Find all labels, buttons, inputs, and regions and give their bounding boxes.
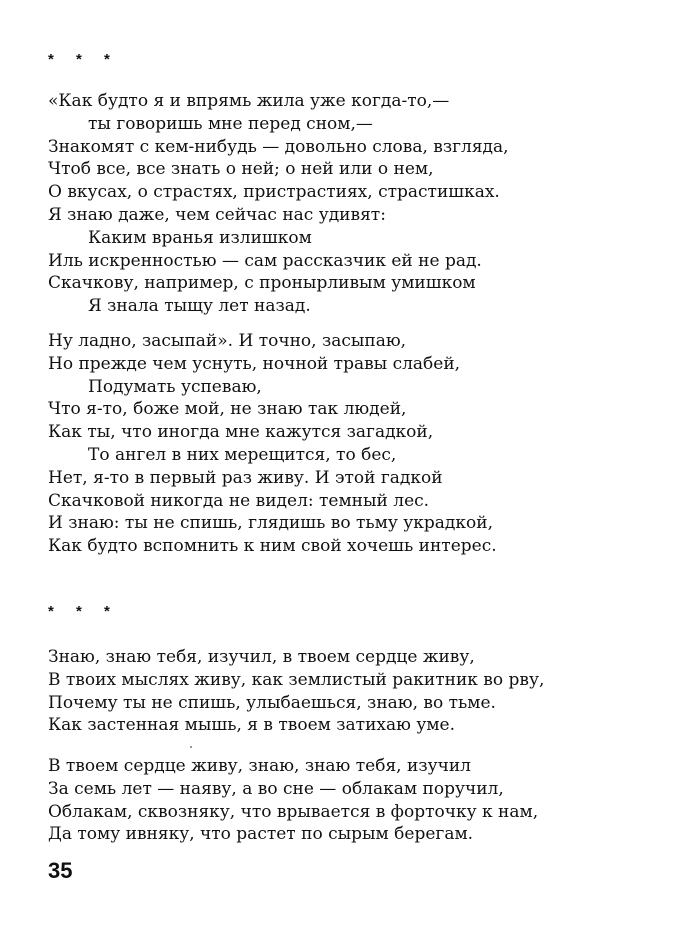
poem-line: Нет, я-то в первый раз живу. И этой гадкой bbox=[48, 467, 443, 488]
poem-line: В твоем сердце живу, знаю, знаю тебя, изучил bbox=[48, 756, 471, 776]
poem-line: Скачковой никогда не видел: темный лес. bbox=[48, 490, 430, 511]
poem-line: Как застенная мышь, я в твоем затихаю уме. bbox=[48, 715, 456, 736]
poem-line: Каким вранья излишком bbox=[88, 227, 312, 248]
poem-line: Чтоб все, все знать о ней; о ней или о нем, bbox=[48, 159, 434, 180]
poem-line: За семь лет — наяву, а во сне — облакам поручил, bbox=[48, 778, 504, 799]
poem-line: Что я-то, боже мой, не знаю так людей, bbox=[48, 399, 407, 420]
poem-line: Облакам, сквозняку, что врывается в форточку к нам, bbox=[48, 801, 539, 822]
poem-line: Я знаю даже, чем сейчас нас удивят: bbox=[48, 204, 386, 225]
poem-line: То ангел в них мерещится, то бес, bbox=[88, 444, 397, 465]
poem-line: Скачкову, например, с пронырливым умишком bbox=[48, 273, 476, 294]
poem-line: Как будто вспомнить к ним свой хочешь интерес. bbox=[48, 536, 497, 557]
poem2-stanza1 bbox=[48, 646, 648, 737]
poem-separator-2: * * * bbox=[48, 603, 119, 620]
poem-line: Подумать успеваю, bbox=[88, 376, 262, 397]
poem-line: «Как будто я и впрямь жила уже когда-то,— bbox=[48, 91, 450, 111]
poem2-stanza2 bbox=[48, 755, 648, 846]
poem-line: Иль искренностью — сам рассказчик ей не рад. bbox=[48, 250, 482, 271]
poem-line: Знакомят с кем-нибудь — довольно слова, взгляда, bbox=[48, 136, 509, 157]
poem-line: Как ты, что иногда мне кажутся загадкой, bbox=[48, 422, 434, 443]
poem-line: Почему ты не спишь, улыбаешься, знаю, во тьме. bbox=[48, 692, 496, 713]
poem-line: Знаю, знаю тебя, изучил, в твоем сердце живу, bbox=[48, 647, 475, 667]
poem-line: Но прежде чем уснуть, ночной травы слабей, bbox=[48, 353, 461, 374]
poem-line: Да тому ивняку, что растет по сырым берегам. bbox=[48, 824, 474, 845]
poem1-stanza1 bbox=[48, 90, 648, 318]
poem-separator-1: * * * bbox=[48, 51, 119, 68]
poem-line: И знаю: ты не спишь, глядишь во тьму украдкой, bbox=[48, 513, 493, 534]
poem-line: В твоих мыслях живу, как землистый ракитник во рву, bbox=[48, 669, 545, 690]
page-number: 35 bbox=[48, 858, 73, 883]
print-speck bbox=[190, 746, 192, 748]
poem-line: ты говоришь мне перед сном,— bbox=[88, 113, 373, 134]
poem-line: О вкусах, о страстях, пристрастиях, страстишках. bbox=[48, 182, 500, 203]
poem1-stanza2 bbox=[48, 330, 648, 558]
poem-line: Я знала тыщу лет назад. bbox=[88, 296, 311, 317]
poem-line: Ну ладно, засыпай». И точно, засыпаю, bbox=[48, 331, 407, 351]
